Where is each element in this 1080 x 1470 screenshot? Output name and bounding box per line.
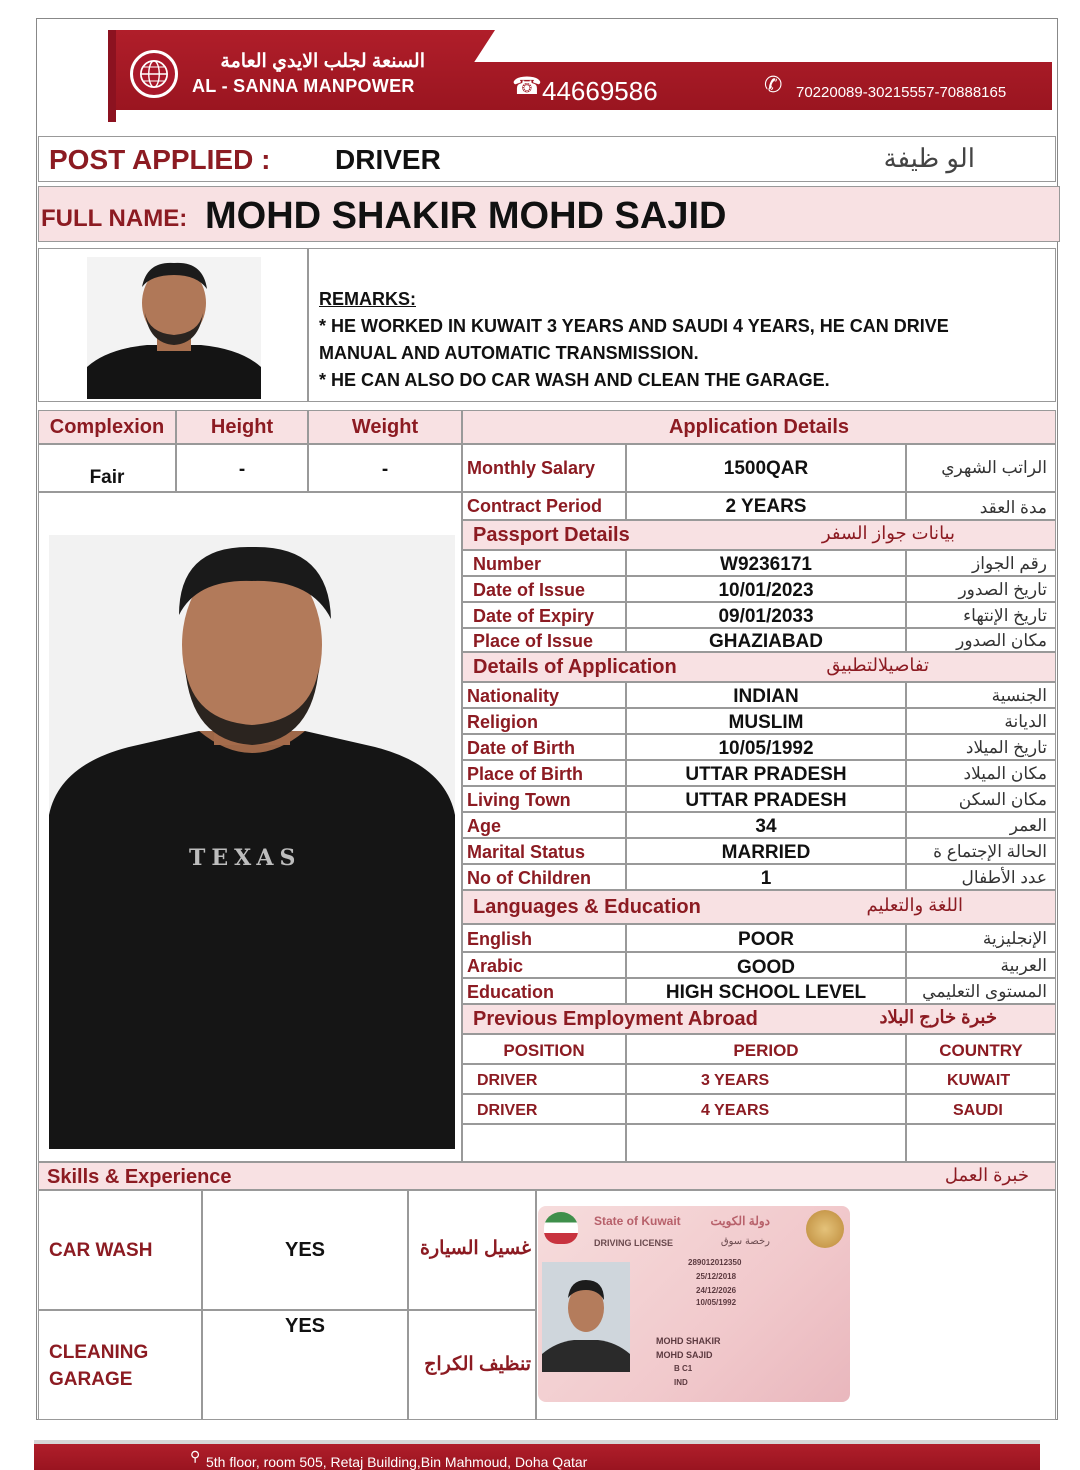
date-of-expiry-label: Date of Expiry [462, 602, 626, 628]
employment-empty-cell [626, 1124, 906, 1162]
height-value: - [176, 444, 308, 492]
age-arabic: العمر [906, 812, 1056, 838]
passport-number-label: Number [462, 550, 626, 576]
passport-number-value: W9236171 [626, 550, 906, 576]
living-town-arabic: مكان السكن [906, 786, 1056, 812]
nationality-label: Nationality [462, 682, 626, 708]
applicant-photo-small [87, 257, 261, 399]
employment-period-header: PERIOD [626, 1034, 906, 1064]
mobile-phone-icon: ✆ [764, 72, 783, 97]
place-of-issue-value: GHAZIABAD [626, 628, 906, 652]
skill-car-wash-arabic: غسيل السيارة [408, 1190, 536, 1310]
marital-status-arabic: الحالة الإجتماع ة [906, 838, 1056, 864]
height-header: Height [176, 410, 308, 444]
age-label: Age [462, 812, 626, 838]
svg-text:TEXAS: TEXAS [189, 845, 302, 871]
marital-status-label: Marital Status [462, 838, 626, 864]
employment-row-period: 4 YEARS [626, 1094, 906, 1124]
salary-value-cell: 1500QAR [626, 444, 906, 492]
salary-label-cell: Monthly Salary [462, 444, 626, 492]
skill-cleaning-garage-label: CLEANING GARAGE [38, 1310, 202, 1420]
complexion-value: Fair [38, 444, 176, 492]
footer-address: 5th floor, room 505, Retaj Building,Bin Mahmoud, Doha Qatar [206, 1454, 588, 1470]
mobile-numbers: 70220089-30215557-70888165 [796, 84, 1007, 101]
english-arabic: الإنجليزية [906, 924, 1056, 952]
company-name: AL - SANNA MANPOWER [192, 76, 415, 96]
skill-car-wash-value: YES [202, 1190, 408, 1310]
religion-label: Religion [462, 708, 626, 734]
skill-car-wash-label: CAR WASH [38, 1190, 202, 1310]
place-of-birth-value: UTTAR PRADESH [626, 760, 906, 786]
children-arabic: عدد الأطفال [906, 864, 1056, 890]
skills-header: Skills & Experience خبرة العمل [38, 1162, 1056, 1190]
employment-empty-cell [462, 1124, 626, 1162]
header-accent [108, 30, 116, 122]
employment-country-header: COUNTRY [906, 1034, 1056, 1064]
employment-row-period: 3 YEARS [626, 1064, 906, 1094]
contract-arabic-cell: مدة العقد [906, 492, 1056, 520]
remarks-line: MANUAL AND AUTOMATIC TRANSMISSION. [319, 343, 699, 363]
weight-value: - [308, 444, 462, 492]
skill-cleaning-garage-value: YES [202, 1310, 408, 1420]
telephone-icon: ☎ [512, 73, 542, 100]
date-of-expiry-arabic: تاريخ الإنتهاء [906, 602, 1056, 628]
age-value: 34 [626, 812, 906, 838]
post-applied-arabic: الو ظيفة [883, 143, 975, 173]
english-value: POOR [626, 924, 906, 952]
living-town-label: Living Town [462, 786, 626, 812]
passport-details-header: Passport Details بيانات جواز السفر [462, 520, 1056, 550]
arabic-value: GOOD [626, 952, 906, 978]
contract-value-cell: 2 YEARS [626, 492, 906, 520]
place-of-birth-arabic: مكان الميلاد [906, 760, 1056, 786]
post-applied-label: POST APPLIED : [49, 144, 271, 175]
globe-logo-icon [130, 50, 178, 98]
languages-education-header: Languages & Education اللغة والتعليم [462, 890, 1056, 924]
place-of-issue-label: Place of Issue [462, 628, 626, 652]
employment-row-country: SAUDI [906, 1094, 1056, 1124]
employment-header: Previous Employment Abroad خبرة خارج البلاد [462, 1004, 1056, 1034]
place-of-issue-arabic: مكان الصدور [906, 628, 1056, 652]
date-of-issue-arabic: تاريخ الصدور [906, 576, 1056, 602]
date-of-birth-label: Date of Birth [462, 734, 626, 760]
license-photo [542, 1262, 630, 1372]
remarks-box [308, 248, 1056, 402]
company-name-arabic: السنعة لجلب الايدي العامة [220, 51, 425, 72]
remarks-line: * HE WORKED IN KUWAIT 3 YEARS AND SAUDI 4 YEARS, HE CAN DRIVE [319, 316, 949, 336]
seal-icon [806, 1210, 844, 1248]
employment-row-position: DRIVER [462, 1064, 626, 1094]
employment-row-country: KUWAIT [906, 1064, 1056, 1094]
full-name-value: MOHD SHAKIR MOHD SAJID [205, 195, 727, 237]
employment-empty-cell [906, 1124, 1056, 1162]
kuwait-emblem-icon [544, 1212, 578, 1244]
nationality-arabic: الجنسية [906, 682, 1056, 708]
location-pin-icon: ⚲ [190, 1448, 201, 1464]
employment-row-position: DRIVER [462, 1094, 626, 1124]
education-value: HIGH SCHOOL LEVEL [626, 978, 906, 1004]
contract-label-cell: Contract Period [462, 492, 626, 520]
full-name-row [38, 186, 1060, 242]
small-photo-box [38, 248, 308, 402]
children-label: No of Children [462, 864, 626, 890]
arabic-label: Arabic [462, 952, 626, 978]
phone-number: 44669586 [542, 76, 658, 106]
large-photo-box [38, 492, 462, 1162]
application-details-header: Application Details [462, 410, 1056, 444]
nationality-value: INDIAN [626, 682, 906, 708]
salary-arabic-cell: الراتب الشهري [906, 444, 1056, 492]
date-of-birth-value: 10/05/1992 [626, 734, 906, 760]
remarks-line: * HE CAN ALSO DO CAR WASH AND CLEAN THE GARAGE. [319, 370, 830, 390]
remarks-title: REMARKS: [319, 289, 416, 309]
employment-position-header: POSITION [462, 1034, 626, 1064]
arabic-arabic: العربية [906, 952, 1056, 978]
place-of-birth-label: Place of Birth [462, 760, 626, 786]
complexion-header: Complexion [38, 410, 176, 444]
weight-header: Weight [308, 410, 462, 444]
full-name-label: FULL NAME: [41, 205, 188, 232]
date-of-expiry-value: 09/01/2033 [626, 602, 906, 628]
passport-number-arabic: رقم الجواز [906, 550, 1056, 576]
applicant-photo-large [49, 535, 455, 1149]
religion-value: MUSLIM [626, 708, 906, 734]
date-of-birth-arabic: تاريخ الميلاد [906, 734, 1056, 760]
details-of-application-header: Details of Application تفاصيلالتطبيق [462, 652, 1056, 682]
children-value: 1 [626, 864, 906, 890]
post-applied-value: DRIVER [335, 144, 441, 175]
religion-arabic: الديانة [906, 708, 1056, 734]
post-applied-row [38, 136, 1056, 182]
education-arabic: المستوى التعليمي [906, 978, 1056, 1004]
skill-cleaning-garage-arabic: تنظيف الكراج [408, 1310, 536, 1420]
date-of-issue-label: Date of Issue [462, 576, 626, 602]
english-label: English [462, 924, 626, 952]
education-label: Education [462, 978, 626, 1004]
living-town-value: UTTAR PRADESH [626, 786, 906, 812]
driving-license-image: State of Kuwait دولة الكويت DRIVING LICENSE رخصة سوق 289012012350 25/12/2018 24/12/2026 10/05/1992 MOHD SHAKIR MOHD SAJID B C1 IND [538, 1206, 850, 1402]
marital-status-value: MARRIED [626, 838, 906, 864]
date-of-issue-value: 10/01/2023 [626, 576, 906, 602]
